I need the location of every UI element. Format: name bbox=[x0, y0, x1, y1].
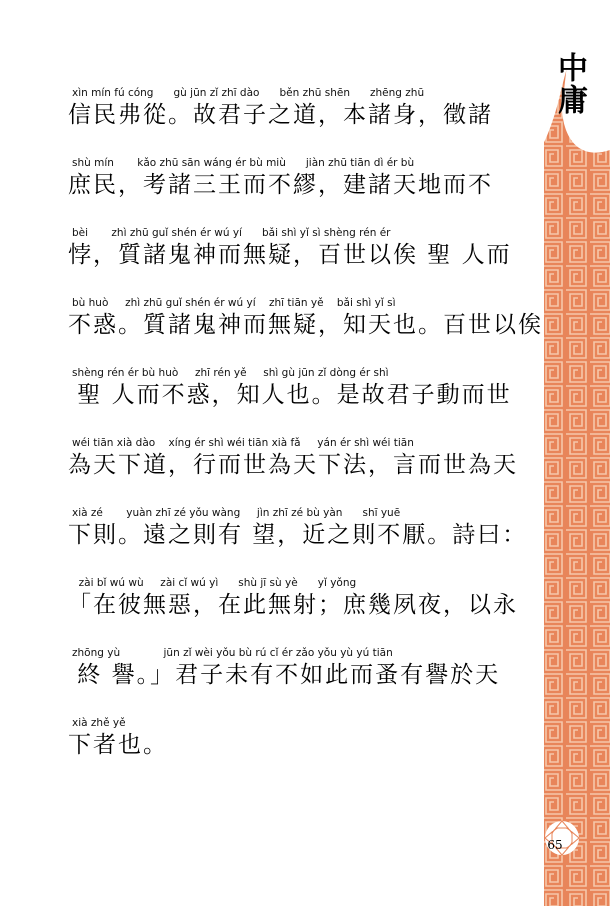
fretwork-pattern bbox=[540, 0, 610, 906]
decorative-side-band bbox=[540, 0, 610, 906]
pinyin-line: bèi zhì zhū guǐ shén ér wú yí bǎi shì yǐ sì shèng rén ér bbox=[72, 227, 391, 239]
text-line bbox=[68, 220, 516, 290]
text-line bbox=[68, 290, 543, 360]
chinese-line: 庶民，考諸三王而不繆，建諸天地而不 bbox=[68, 172, 493, 198]
text-line bbox=[68, 360, 516, 430]
text-line bbox=[68, 80, 516, 150]
page-number: 65 bbox=[547, 838, 563, 852]
chinese-line: 悖，質諸鬼神而無疑，百世以俟 聖 人而 bbox=[68, 242, 512, 268]
chinese-line: 聖 人而不惑，知人也。是故君子動而世 bbox=[68, 382, 512, 408]
pinyin-line: xià zhě yě bbox=[72, 717, 126, 729]
pinyin-line: xià zé yuàn zhī zé yǒu wàng jìn zhī zé bù yàn shī yuē bbox=[72, 507, 401, 519]
book-title: 中庸 bbox=[552, 52, 587, 116]
text-line bbox=[68, 640, 516, 710]
text-line bbox=[68, 500, 528, 570]
pinyin-line: shù mín kǎo zhū sān wáng ér bù miù jiàn zhū tiān dì ér bù bbox=[72, 157, 415, 169]
text-line bbox=[68, 430, 516, 500]
chinese-line: 終 譽。」君子未有不如此而蚤有譽於天 bbox=[68, 662, 501, 688]
pinyin-line: xìn mín fú cóng gù jūn zǐ zhī dào běn zhū shēn zhēng zhū bbox=[72, 87, 425, 99]
pinyin-line: shèng rén ér bù huò zhī rén yě shì gù jūn zǐ dòng ér shì bbox=[72, 367, 389, 379]
text-line bbox=[68, 570, 516, 640]
chinese-line: 不惑。質諸鬼神而無疑，知天也。百世以俟 bbox=[68, 312, 543, 338]
pinyin-line: zài bǐ wú wù zài cǐ wú yì shù jī sù yè yǐ yǒng bbox=[72, 577, 357, 589]
chinese-line: 下則。遠之則有 望，近之則不厭。詩曰： bbox=[68, 522, 528, 548]
pinyin-line: bù huò zhì zhū guǐ shén ér wú yí zhī tiān yě bǎi shì yǐ sì bbox=[72, 297, 396, 309]
text-line bbox=[68, 710, 516, 780]
text-body bbox=[68, 80, 543, 780]
chinese-line: 「在彼無惡，在此無射；庶幾夙夜，以永 bbox=[68, 592, 518, 618]
chinese-line: 信民弗從。故君子之道，本諸身，徵諸 bbox=[68, 102, 493, 128]
text-line bbox=[68, 150, 516, 220]
chinese-line: 為天下道，行而世為天下法，言而世為天 bbox=[68, 452, 518, 478]
pinyin-line: zhōng yù jūn zǐ wèi yǒu bù rú cǐ ér zǎo yǒu yù yú tiān bbox=[72, 647, 393, 659]
pinyin-line: wéi tiān xià dào xíng ér shì wéi tiān xià fǎ yán ér shì wéi tiān bbox=[72, 437, 414, 449]
chinese-line: 下者也。 bbox=[68, 732, 168, 758]
